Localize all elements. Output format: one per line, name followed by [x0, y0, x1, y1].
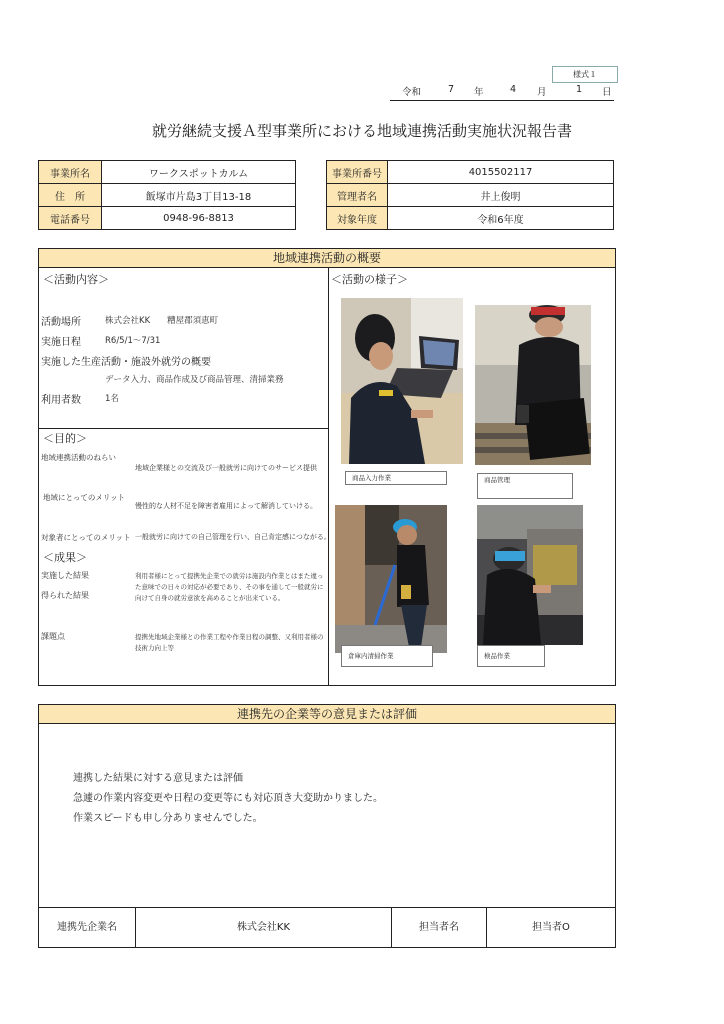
purpose-header: ＜目的＞: [43, 432, 87, 445]
target-year-label: 対象年度: [327, 207, 388, 230]
overview-right-column: [329, 268, 615, 685]
merit-user-label: 対象者にとってのメリット: [41, 533, 131, 542]
result-label-1: 実施した結果: [41, 571, 89, 580]
date-month-unit: 月: [537, 87, 547, 98]
manager-value: 井上俊明: [388, 184, 614, 207]
company-value: 株式会社KK: [136, 908, 392, 948]
users-label: 利用者数: [41, 395, 81, 406]
date-line: [390, 84, 614, 101]
place-value: 株式会社KK 糟屋郡須恵町: [105, 316, 219, 326]
manager-label: 管理者名: [327, 184, 388, 207]
caption-inspection: 検品作業: [477, 645, 545, 667]
date-year-unit: 年: [474, 87, 484, 98]
result-label-2: 得られた結果: [41, 591, 89, 600]
work-label: 実施した生産活動・施設外就労の概要: [41, 357, 211, 368]
evaluation-line-3: 作業スピードも申し分ありませんでした。: [73, 813, 263, 824]
office-phone-label: 電話番号: [39, 207, 102, 230]
caption-data-entry: 商品入力作業: [345, 471, 447, 485]
date-era: 令和: [402, 87, 422, 98]
result-value: 利用者様にとって提携先企業での就労は施設内作業とはまた違った意味での日々の対応が必要であり、その事を通して一般就労に向けて自身の就労意欲を高めることが出来ている。: [135, 572, 324, 602]
divider: [39, 428, 328, 429]
place-label: 活動場所: [41, 317, 81, 328]
contact-label: 担当者名: [392, 908, 487, 948]
evaluation-footer: [39, 907, 615, 948]
aim-label: 地域連携活動のねらい: [41, 453, 116, 462]
contact-value: 担当者O: [532, 922, 570, 933]
office-address-label: 住 所: [39, 184, 102, 207]
evaluation-header: 連携先の企業等の意見または評価: [39, 705, 615, 724]
office-name-value: ワークスポットカルム: [102, 161, 296, 184]
overview-header: 地域連携活動の概要: [39, 249, 615, 268]
activity-header: ＜活動内容＞: [43, 273, 109, 286]
date-year: 7: [448, 84, 455, 95]
date-day: 1: [576, 84, 583, 95]
date-month: 4: [510, 84, 517, 95]
users-value: 1名: [105, 394, 119, 404]
evaluation-section: [38, 704, 616, 948]
target-year-value: 令和6年度: [388, 207, 614, 230]
company-label: 連携先企業名: [39, 908, 136, 948]
aim-value: 地域企業様との交流及び一般就労に向けてのサービス提供: [135, 464, 317, 472]
caption-warehouse-cleaning: 倉庫内清掃作業: [341, 645, 433, 667]
office-info-right: [326, 160, 614, 230]
photo-inspection: [477, 505, 583, 645]
evaluation-line-1: 連携した結果に対する意見または評価: [73, 773, 243, 784]
office-phone-value: 0948-96-8813: [102, 207, 296, 230]
office-name-label: 事業所名: [39, 161, 102, 184]
overview-left-column: [39, 268, 329, 685]
result-header: ＜成果＞: [43, 551, 87, 564]
merit-region-value: 慢性的な人材不足を障害者雇用によって解消していける。: [135, 502, 317, 510]
issue-label: 課題点: [41, 632, 65, 641]
merit-user-value: 一般就労に向けての自己管理を行い、自己肯定感につながる。: [135, 533, 331, 541]
photo-data-entry: [341, 298, 463, 464]
evaluation-line-2: 急遽の作業内容変更や日程の変更等にも対応頂き大変助かりました。: [73, 793, 383, 804]
office-address-value: 飯塚市片島3丁目13-18: [102, 184, 296, 207]
office-number-value: 4015502117: [388, 161, 614, 184]
scene-header: ＜活動の様子＞: [331, 273, 408, 286]
photo-product-management: [475, 305, 591, 465]
photo-warehouse-cleaning: [335, 505, 447, 653]
form-number: 様式１: [552, 66, 618, 83]
work-value: データ入力、商品作成及び商品管理、清掃業務: [105, 375, 284, 385]
page-title: 就労継続支援Ａ型事業所における地域連携活動実施状況報告書: [151, 122, 572, 140]
period-label: 実施日程: [41, 337, 81, 348]
merit-region-label: 地域にとってのメリット: [43, 493, 126, 502]
period-value: R6/5/1～7/31: [105, 336, 161, 346]
issue-value: 提携先地域企業様との作業工程や作業日程の調整、又利用者様の技術力向上等: [135, 633, 324, 652]
office-info-left: [38, 160, 296, 230]
overview-section: [38, 248, 616, 686]
date-day-unit: 日: [602, 87, 612, 98]
office-number-label: 事業所番号: [327, 161, 388, 184]
caption-product-management: 商品管理: [477, 473, 573, 499]
